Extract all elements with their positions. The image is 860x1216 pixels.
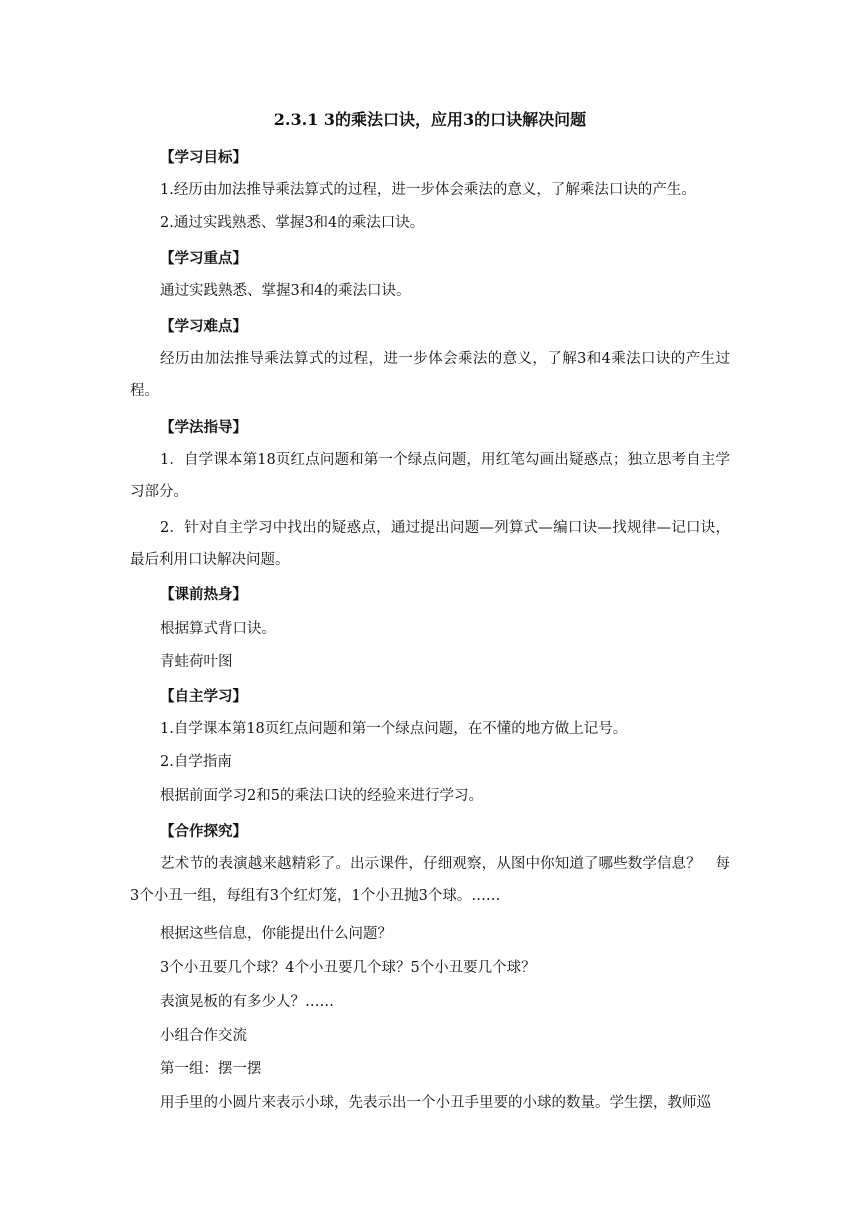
heading-key-points: 【学习重点】	[160, 250, 247, 267]
paragraph-self-3: 根据前面学习2和5的乘法口诀的经验来进行学习。	[160, 788, 483, 804]
paragraph-method-2: 2．针对自主学习中找出的疑惑点，通过提出问题—列算式—编口诀—找规律—记口诀，最后利用口诀解决问题。	[130, 520, 730, 568]
paragraph-coop-6: 第一组：摆一摆	[160, 1061, 262, 1077]
heading-self-study: 【自主学习】	[160, 688, 247, 705]
paragraph-coop-1: 艺术节的表演越来越精彩了。出示课件，仔细观察，从图中你知道了哪些数学信息？ 每3个小丑一组，每组有3个红灯笼，1个小丑抛3个球。……	[130, 856, 730, 904]
heading-learning-goals: 【学习目标】	[160, 149, 247, 166]
paragraph-coop-3: 3个小丑要几个球？4个小丑要几个球？5个小丑要几个球？	[160, 960, 536, 976]
heading-study-method: 【学法指导】	[160, 419, 247, 436]
heading-cooperative-inquiry: 【合作探究】	[160, 823, 247, 840]
paragraph-goal-2: 2.通过实践熟悉、掌握3和4的乘法口诀。	[160, 215, 425, 231]
paragraph-self-1: 1.自学课本第18页红点问题和第一个绿点问题，在不懂的地方做上记号。	[160, 721, 628, 737]
paragraph-coop-5: 小组合作交流	[160, 1028, 247, 1044]
heading-difficulties: 【学习难点】	[160, 318, 247, 335]
document-title: 2.3.1 3的乘法口诀，应用3的口诀解决问题	[273, 110, 587, 129]
paragraph-difficulty-1: 经历由加法推导乘法算式的过程，进一步体会乘法的意义，了解3和4乘法口诀的产生过程。	[130, 351, 730, 399]
paragraph-goal-1: 1.经历由加法推导乘法算式的过程，进一步体会乘法的意义，了解乘法口诀的产生。	[160, 182, 696, 198]
paragraph-method-1: 1．自学课本第18页红点问题和第一个绿点问题，用红笔勾画出疑惑点；独立思考自主学习部分。	[130, 452, 730, 500]
paragraph-coop-7: 用手里的小圆片来表示小球，先表示出一个小丑手里要的小球的数量。学生摆，教师巡	[160, 1095, 711, 1111]
paragraph-warmup-2: 青蛙荷叶图	[160, 654, 233, 670]
paragraph-warmup-1: 根据算式背口诀。	[160, 621, 276, 637]
heading-warmup: 【课前热身】	[160, 586, 247, 603]
paragraph-coop-2: 根据这些信息，你能提出什么问题？	[160, 926, 392, 942]
paragraph-self-2: 2.自学指南	[160, 754, 232, 770]
paragraph-coop-4: 表演晃板的有多少人？……	[160, 994, 334, 1010]
paragraph-key-1: 通过实践熟悉、掌握3和4的乘法口诀。	[160, 283, 411, 299]
